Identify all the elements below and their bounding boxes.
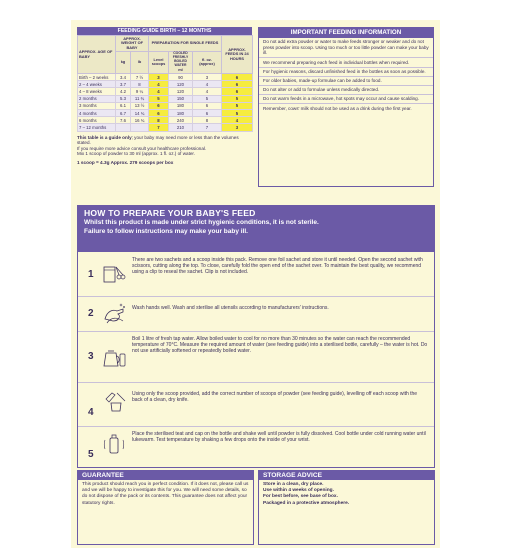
important-item: Do not add extra powder or water to make feeds stronger or weaker and do not press powder into scoop. Using too much or too little powder can make your baby ill.: [259, 38, 433, 58]
header-feeds: APPROX. FEEDS IN 24 HOURS: [222, 36, 253, 74]
scoop-levelling-icon: [101, 389, 127, 415]
cell-lb: 16 ¾: [131, 117, 149, 124]
sterility-warning: Whilst this product is made under strict hygienic conditions, it is not sterile.: [84, 219, 319, 226]
cell-lb: 14 ¾: [131, 109, 149, 116]
how-to-prepare-title: HOW TO PREPARE YOUR BABY'S FEED: [84, 208, 256, 218]
cell-kg: 3.7: [116, 81, 131, 88]
bottle-shaking-icon: [101, 430, 127, 456]
cell-feeds: 5: [222, 95, 253, 102]
cell-scoops: 8: [149, 117, 169, 124]
cell-lb: 9 ¼: [131, 88, 149, 95]
table-row: [78, 102, 253, 109]
step-1: [78, 253, 434, 297]
step-4: [78, 383, 434, 427]
cell-oz: 6: [193, 109, 222, 116]
cell-oz: 7: [193, 124, 222, 131]
sachet-scissors-icon: [101, 261, 127, 287]
cell-kg: 5.3: [116, 95, 131, 102]
note-rest: ; your baby may need more or less than the volumes stated.: [77, 134, 239, 145]
step-5: [78, 427, 434, 467]
step-3: [78, 332, 434, 383]
table-row: [78, 109, 253, 116]
header-ml: [169, 51, 193, 73]
cell-lb: 7 ½: [131, 74, 149, 81]
cell-age: 7 – 12 months: [78, 124, 116, 131]
cell-kg: 4.2: [116, 88, 131, 95]
feeding-guide-table: [77, 35, 253, 132]
step-text: Boil 1 litre of fresh tap water. Allow boiled water to cool for no more than 30 minutes so the water can reach the recommended temperature of 70°C. Measure the required amount of water (see feeding guide) into a sterilised bottle, carefully – the water is hot. Do not use artificially softened or repeatedly boiled water.: [132, 336, 428, 355]
cell-age: 4 – 8 weeks: [78, 88, 116, 95]
cell-feeds: 4: [222, 117, 253, 124]
step-text: There are two sachets and a scoop inside this pack. Remove one foil sachet and store it until needed. Open the second sachet with scissors, cutting along the top. To close, carefully fold the open end of the sachet over. To maintain the best quality, we recommend using a clip to reseal the sachet. Clip is not included.: [132, 257, 423, 276]
cell-feeds: 6: [222, 88, 253, 95]
cell-scoops: 4: [149, 81, 169, 88]
cell-lb: [131, 124, 149, 131]
table-row: [78, 117, 253, 124]
important-item: Do not warm feeds in a microwave, hot spots may occur and cause scalding.: [259, 95, 433, 104]
cell-age: 3 months: [78, 102, 116, 109]
cell-feeds: 6: [222, 74, 253, 81]
cell-kg: 6.1: [116, 102, 131, 109]
note-advice: If you require more advice consult your healthcare professional.: [77, 145, 207, 151]
feeding-guide: [77, 27, 252, 165]
header-kg: kg: [116, 51, 131, 73]
cell-kg: 3.4: [116, 74, 131, 81]
step-text: Wash hands well. Wash and sterilise all utensils according to manufacturers' instructions.: [132, 305, 329, 311]
cell-kg: [116, 124, 131, 131]
step-2: [78, 297, 434, 332]
cell-kg: 6.7: [116, 109, 131, 116]
cell-ml: 240: [169, 117, 193, 124]
important-item: Do not alter or add to formulae unless medically directed.: [259, 86, 433, 95]
guarantee-box: [77, 470, 254, 545]
header-age: APPROX. AGE OF BABY: [78, 36, 116, 74]
important-item: For hygienic reasons, discard unfinished feed in the bottles as soon as possible.: [259, 68, 433, 77]
storage-line: Store in a clean, dry place.: [263, 482, 324, 487]
step-number: 4: [88, 407, 94, 418]
cell-scoops: 4: [149, 88, 169, 95]
storage-box: [258, 470, 435, 545]
cell-ml: 120: [169, 88, 193, 95]
cell-scoops: 5: [149, 95, 169, 102]
header-floz: fl. oz. (approx): [193, 51, 222, 73]
storage-line: Packaged in a protective atmosphere.: [263, 500, 350, 506]
step-number: 2: [88, 308, 94, 319]
cell-oz: 4: [193, 88, 222, 95]
cell-oz: 4: [193, 81, 222, 88]
cell-ml: 120: [169, 81, 193, 88]
cell-age: 2 months: [78, 95, 116, 102]
how-to-prepare: [77, 205, 435, 468]
header-prep: PREPARATION FOR SINGLE FEEDS: [149, 36, 222, 52]
table-row: [78, 124, 253, 131]
cell-age: 4 months: [78, 109, 116, 116]
table-row: [78, 95, 253, 102]
step-text: Place the sterilised teat and cap on the bottle and shake well until powder is fully dissolved. Cool bottle under cold running water until lukewarm. Test temperature by shaking a few drops onto the inside of your wrist.: [132, 431, 426, 444]
feeding-guide-rows: [78, 74, 253, 132]
header-ml-unit: ml: [178, 66, 183, 72]
cell-oz: 3: [193, 74, 222, 81]
cell-feeds: 5: [222, 109, 253, 116]
cell-ml: 90: [169, 74, 193, 81]
table-row: [78, 81, 253, 88]
important-info-title: IMPORTANT FEEDING INFORMATION: [259, 28, 433, 38]
cell-scoops: 6: [149, 109, 169, 116]
important-item: For older babies, made-up formulae can be added to food.: [259, 77, 433, 86]
important-item: We recommend preparing each feed in individual bottles when required.: [259, 58, 433, 67]
cell-scoops: 7: [149, 124, 169, 131]
header-cooled: COOLED FRESHLY BOILED WATER: [172, 51, 189, 67]
storage-title: STORAGE ADVICE: [259, 471, 434, 480]
header-level-scoops: Level scoops: [149, 51, 169, 73]
step-number: 1: [88, 269, 94, 280]
feeding-guide-note: [77, 135, 252, 157]
hand-washing-icon: [101, 301, 127, 327]
storage-lines: [259, 480, 434, 509]
guarantee-text: This product should reach you in perfect condition. If it does not, please call us and we will be happy to investigate this for you. We will need some details, so do not dispose of the pack or its contents. This guarantee does not affect your statutory rights.: [82, 482, 249, 506]
step-number: 5: [88, 449, 94, 460]
feeding-guide-title: FEEDING GUIDE BIRTH – 12 MONTHS: [77, 27, 252, 35]
storage-line: For best before, see base of box.: [263, 494, 338, 500]
cell-ml: 180: [169, 102, 193, 109]
illness-warning: Failure to follow instructions may make your baby ill.: [84, 227, 248, 235]
cell-lb: 8: [131, 81, 149, 88]
cell-age: Birth – 2 weeks: [78, 74, 116, 81]
cell-oz: 5: [193, 95, 222, 102]
cell-scoops: 3: [149, 74, 169, 81]
cell-feeds: 3: [222, 124, 253, 131]
cell-feeds: 5: [222, 102, 253, 109]
cell-oz: 8: [193, 117, 222, 124]
table-row: [78, 74, 253, 81]
cell-lb: 11 ¾: [131, 95, 149, 102]
cell-ml: 150: [169, 95, 193, 102]
note-bold: This table is a guide only: [77, 134, 132, 140]
table-row: [78, 88, 253, 95]
cell-scoops: 6: [149, 102, 169, 109]
cell-lb: 13 ½: [131, 102, 149, 109]
cell-age: 2 – 4 weeks: [78, 81, 116, 88]
scoop-info: 1 scoop = 4.3g Approx. 279 scoops per box: [77, 159, 174, 165]
cell-ml: 210: [169, 124, 193, 131]
step-number: 3: [88, 351, 94, 362]
kettle-bottle-icon: [101, 344, 127, 370]
important-item: Remember, cows' milk should not be used as a drink during the first year.: [263, 105, 412, 111]
how-to-prepare-header: [78, 206, 434, 252]
header-lb: lb: [131, 51, 149, 73]
cell-feeds: 6: [222, 81, 253, 88]
cell-age: 6 months: [78, 117, 116, 124]
cell-ml: 180: [169, 109, 193, 116]
important-info-box: [258, 27, 434, 187]
cell-kg: 7.6: [116, 117, 131, 124]
note-mix: Mix 1 scoop of powder to 30 ml (approx. 1 fl. oz.) of water.: [77, 151, 195, 156]
guarantee-title: GUARANTEE: [78, 471, 253, 480]
cell-oz: 6: [193, 102, 222, 109]
header-weight: APPROX. WEIGHT OF BABY: [116, 36, 149, 52]
storage-line: Use within 4 weeks of opening.: [263, 488, 334, 494]
step-text: Using only the scoop provided, add the correct number of scoops of powder (see feeding guide), levelling off each scoop with the back of a clean, dry knife.: [132, 391, 418, 404]
